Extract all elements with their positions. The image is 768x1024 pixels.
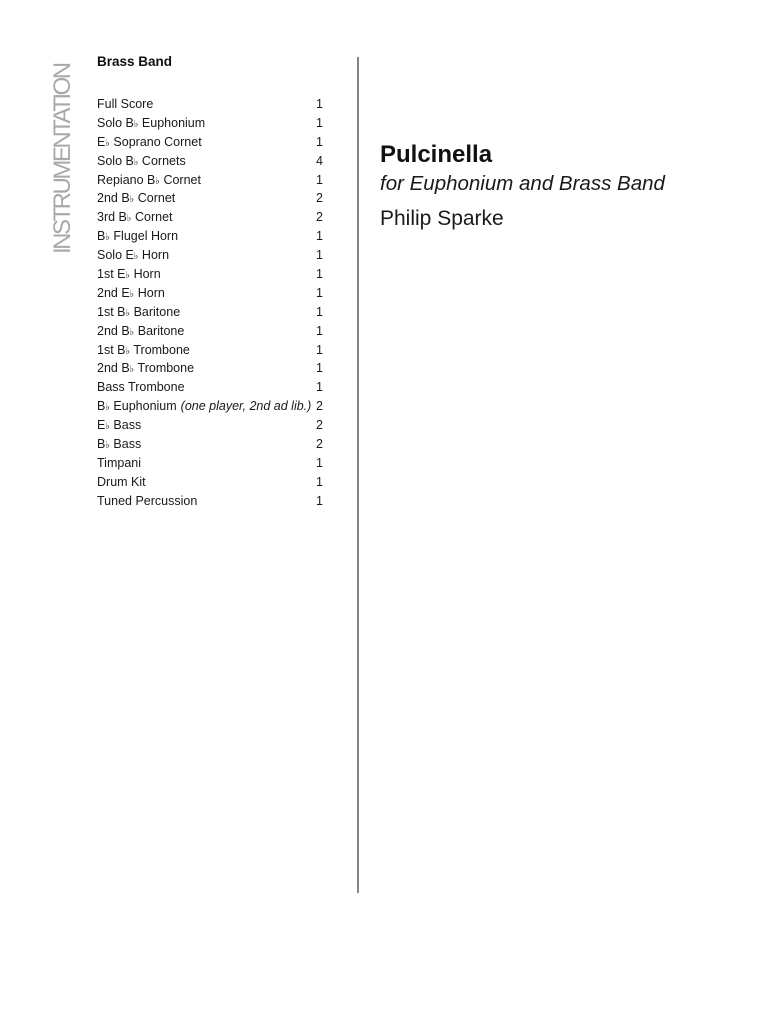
instrument-qty: 2 <box>316 191 323 206</box>
instrument-note: (one player, 2nd ad lib.) <box>180 399 312 414</box>
instrument-qty: 1 <box>316 493 323 508</box>
vertical-divider-rule <box>357 57 359 893</box>
instrument-name: 3rd B♭ Cornet <box>97 210 173 225</box>
instrument-row <box>97 435 323 454</box>
flat-sign: ♭ <box>125 345 131 357</box>
instrument-qty: 1 <box>316 229 323 244</box>
instrument-row <box>97 265 323 284</box>
flat-sign: ♭ <box>133 156 139 168</box>
instrument-name: Solo B♭ Euphonium <box>97 115 206 130</box>
instrument-row <box>97 189 323 208</box>
flat-sign: ♭ <box>105 421 110 433</box>
flat-sign: ♭ <box>105 440 110 452</box>
instrument-name: E♭ Soprano Cornet <box>97 134 202 149</box>
instrument-row <box>97 227 323 246</box>
instrument-row <box>97 303 323 322</box>
instrument-row <box>97 152 323 171</box>
instrument-qty: 2 <box>316 399 323 414</box>
title-block <box>380 141 665 232</box>
instrument-row <box>97 284 323 303</box>
instrument-row <box>97 322 323 341</box>
flat-sign: ♭ <box>155 175 160 187</box>
instrument-row <box>97 341 323 360</box>
instrument-name: E♭ Bass <box>97 418 142 433</box>
instrument-name: Full Score <box>97 97 154 111</box>
instrument-row <box>97 246 323 265</box>
instrument-row <box>97 171 323 190</box>
instrument-qty: 1 <box>316 115 323 130</box>
instrument-list <box>97 95 323 511</box>
flat-sign: ♭ <box>129 194 135 206</box>
instrument-qty: 4 <box>316 153 323 168</box>
instrument-row <box>97 397 323 416</box>
work-title: Pulcinella <box>380 141 493 168</box>
instrument-name: Bass Trombone <box>97 380 185 395</box>
instrument-name: 2nd B♭ Cornet <box>97 191 176 206</box>
instrument-qty: 1 <box>316 304 323 319</box>
instrument-row <box>97 454 323 473</box>
instrument-qty: 1 <box>316 323 323 338</box>
instrument-qty: 2 <box>316 418 323 433</box>
instrument-row <box>97 492 323 511</box>
instrumentation-sidebar-label: INSTRUMENTATION <box>49 64 76 254</box>
instrument-name: 2nd B♭ Baritone <box>97 323 185 338</box>
instrument-qty: 2 <box>316 437 323 452</box>
instrument-row <box>97 133 323 152</box>
flat-sign: ♭ <box>125 270 131 282</box>
instrument-name: B♭ Euphonium <box>97 399 177 414</box>
instrument-row <box>97 95 323 114</box>
instrument-name: Repiano B♭ Cornet <box>97 172 201 187</box>
instrument-name: Solo E♭ Horn <box>97 248 170 263</box>
instrument-name: Drum Kit <box>97 474 146 489</box>
flat-sign: ♭ <box>129 288 135 300</box>
flat-sign: ♭ <box>126 213 132 225</box>
instrument-name: Solo B♭ Cornets <box>97 153 186 168</box>
section-title-brass-band: Brass Band <box>97 54 173 69</box>
instrument-qty: 1 <box>316 248 323 263</box>
instrument-row <box>97 208 323 227</box>
instrument-row <box>97 416 323 435</box>
flat-sign: ♭ <box>125 307 131 319</box>
flat-sign: ♭ <box>105 137 110 149</box>
instrument-row <box>97 378 323 397</box>
instrument-qty: 1 <box>316 285 323 300</box>
flat-sign: ♭ <box>105 232 110 244</box>
instrument-name: 2nd B♭ Trombone <box>97 361 195 376</box>
instrument-name: Timpani <box>97 455 141 470</box>
flat-sign: ♭ <box>133 251 139 263</box>
instrument-qty: 1 <box>316 97 323 111</box>
flat-sign: ♭ <box>129 326 135 338</box>
composer-name: Philip Sparke <box>380 207 504 230</box>
instrument-qty: 1 <box>316 267 323 282</box>
instrumentation-column <box>97 54 323 511</box>
instrument-name: B♭ Bass <box>97 437 142 452</box>
instrument-row <box>97 114 323 133</box>
instrument-name: 2nd E♭ Horn <box>97 285 165 300</box>
instrument-name: 1st B♭ Baritone <box>97 304 181 319</box>
instrument-name: B♭ Flugel Horn <box>97 229 179 244</box>
flat-sign: ♭ <box>105 402 110 414</box>
instrument-qty: 2 <box>316 210 323 225</box>
instrument-qty: 1 <box>316 474 323 489</box>
flat-sign: ♭ <box>129 364 135 376</box>
instrument-name: 1st B♭ Trombone <box>97 342 190 357</box>
instrument-qty: 1 <box>316 172 323 187</box>
flat-sign: ♭ <box>133 118 139 130</box>
instrument-row <box>97 359 323 378</box>
instrument-row <box>97 473 323 492</box>
instrument-qty: 1 <box>316 361 323 376</box>
instrument-qty: 1 <box>316 342 323 357</box>
instrument-name: Tuned Percussion <box>97 493 198 508</box>
instrument-qty: 1 <box>316 380 323 395</box>
instrument-qty: 1 <box>316 455 323 470</box>
instrument-name: 1st E♭ Horn <box>97 267 161 282</box>
work-subtitle: for Euphonium and Brass Band <box>380 172 665 195</box>
instrument-qty: 1 <box>316 134 323 149</box>
